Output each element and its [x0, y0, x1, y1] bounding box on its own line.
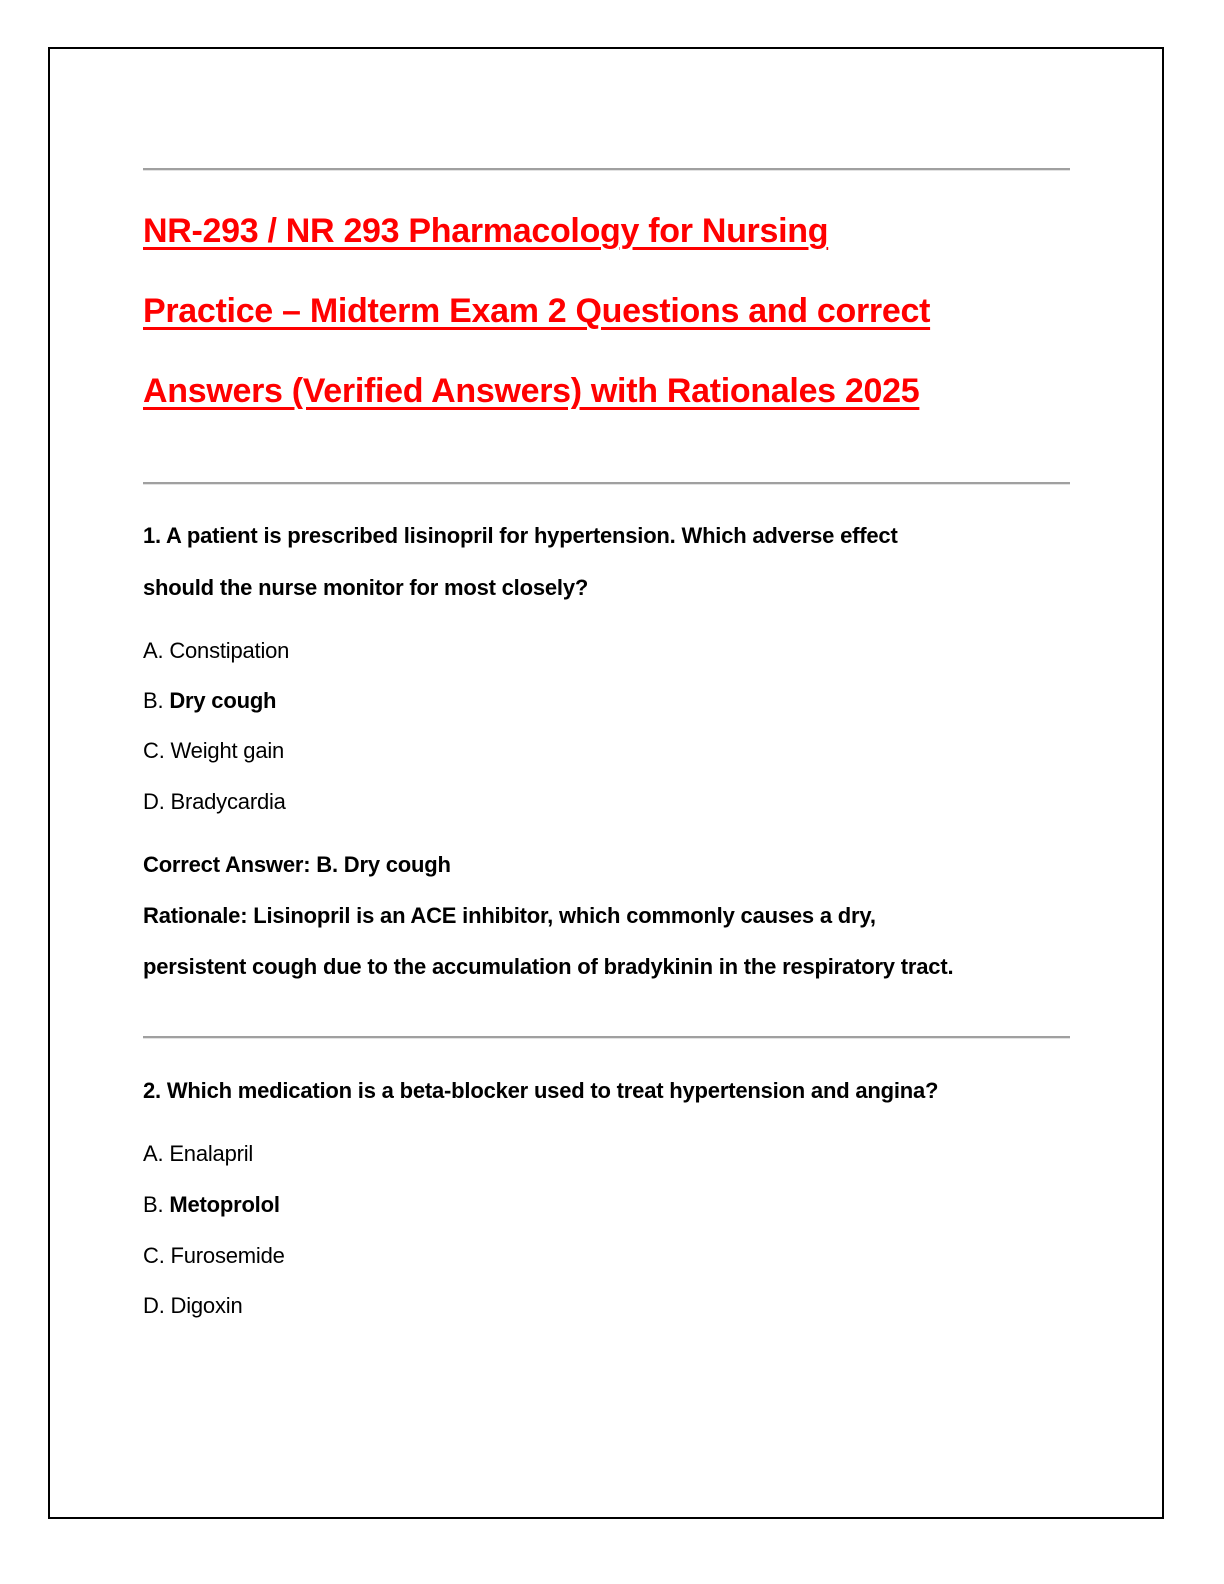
question-1-rationale-line-1: Rationale: Lisinopril is an ACE inhibitor, which commonly causes a dry, — [143, 903, 876, 928]
question-1-option-b — [143, 688, 276, 714]
option-prefix: A. — [143, 1141, 170, 1166]
option-text: Weight gain — [170, 738, 285, 763]
question-2-stem-line-1: 2. Which medication is a beta-blocker used to treat hypertension and angina? — [143, 1078, 939, 1103]
question-1-correct-answer: Correct Answer: B. Dry cough — [143, 852, 451, 877]
question-2-option-c — [143, 1243, 285, 1269]
option-prefix: D. — [143, 1293, 171, 1318]
horizontal-rule-between-questions — [143, 1036, 1070, 1039]
question-1-option-c — [143, 738, 284, 764]
option-text: Digoxin — [170, 1293, 243, 1318]
option-prefix: A. — [143, 638, 170, 663]
question-2-option-d — [143, 1293, 243, 1319]
option-text: Furosemide — [170, 1243, 285, 1268]
option-prefix: B. — [143, 1192, 170, 1217]
option-prefix: C. — [143, 1243, 171, 1268]
question-1-stem-line-2: should the nurse monitor for most closely? — [143, 575, 589, 600]
option-text-correct: Dry cough — [169, 688, 277, 713]
option-text: Bradycardia — [170, 789, 286, 814]
question-1-option-d — [143, 789, 286, 815]
question-1-stem-line-1: 1. A patient is prescribed lisinopril for hypertension. Which adverse effect — [143, 523, 898, 548]
question-1-option-a — [143, 638, 289, 664]
question-2-option-b — [143, 1192, 280, 1218]
document-title-line-2: Practice – Midterm Exam 2 Questions and correct — [143, 292, 931, 330]
option-prefix: D. — [143, 789, 171, 814]
horizontal-rule-after-title — [143, 482, 1070, 485]
option-prefix: C. — [143, 738, 171, 763]
question-2-option-a — [143, 1141, 253, 1167]
document-title-line-1: NR-293 / NR 293 Pharmacology for Nursing — [143, 212, 829, 250]
question-1-rationale-line-2: persistent cough due to the accumulation of bradykinin in the respiratory tract. — [143, 954, 954, 979]
option-text-correct: Metoprolol — [169, 1192, 280, 1217]
document-title-line-3: Answers (Verified Answers) with Rationales 2025 — [143, 372, 920, 410]
option-text: Enalapril — [169, 1141, 254, 1166]
horizontal-rule-top — [143, 168, 1070, 171]
option-prefix: B. — [143, 688, 170, 713]
option-text: Constipation — [169, 638, 290, 663]
